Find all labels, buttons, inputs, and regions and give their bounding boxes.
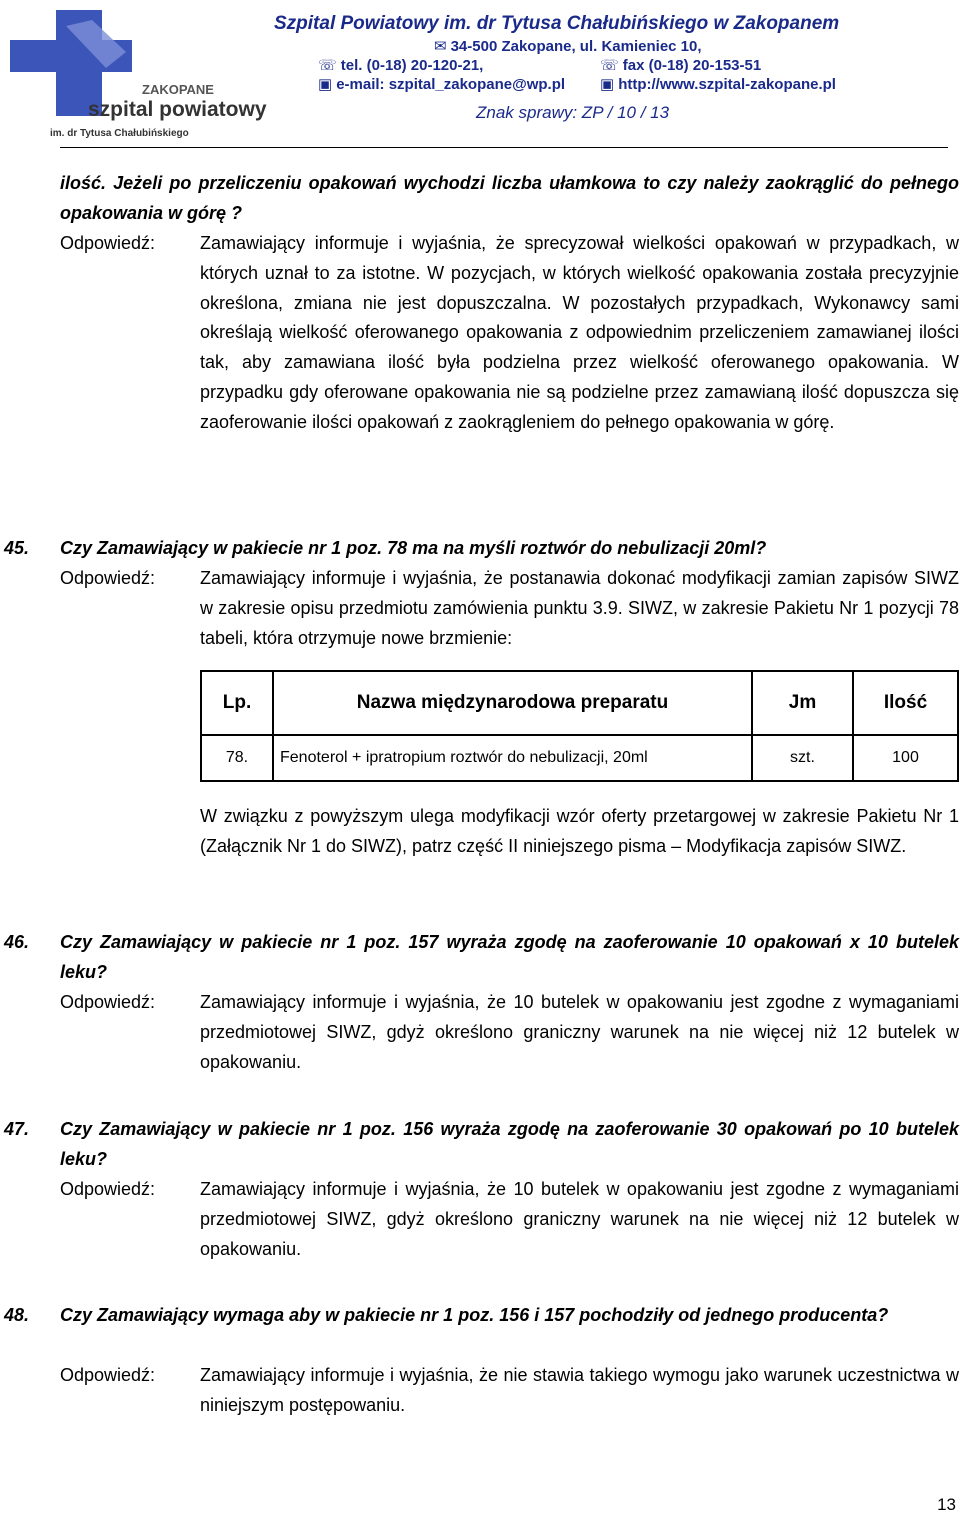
computer-icon: ▣ (318, 76, 333, 93)
phone-icon: ☏ (318, 57, 337, 74)
www-link[interactable]: http://www.szpital-zakopane.pl (618, 76, 836, 93)
question-number: 47. (4, 1119, 30, 1139)
email-text[interactable]: e-mail: szpital_zakopane@wp.pl (336, 76, 566, 93)
computer-icon: ▣ (600, 76, 615, 93)
header-unit: Jm (752, 671, 853, 735)
answer-label: Odpowiedź: (60, 1365, 156, 1385)
answer-label: Odpowiedź: (60, 233, 156, 253)
modification-table (200, 670, 959, 782)
answer-label: Odpowiedź: (60, 568, 156, 588)
modification-note: W związku z powyższym ulega modyfikacji wzór oferty przetargowej w zakresie Pakietu Nr 1 (Załącznik Nr 1 do SIWZ), patrz część II niniejszego pisma – Modyfikacja zapisów SIWZ. (200, 806, 959, 856)
question-text: Czy Zamawiający w pakiecie nr 1 poz. 156 wyraża zgodę na zaoferowanie 30 opakowań po 10 butelek leku? (60, 1119, 959, 1169)
hospital-name: Szpital Powiatowy im. dr Tytusa Chałubińskiego w Zakopanem (274, 13, 840, 34)
cell-unit: szt. (752, 735, 853, 781)
fax-text: fax (0-18) 20-153-51 (622, 57, 762, 74)
fax-icon: ☏ (600, 57, 619, 74)
question-text: Czy Zamawiający w pakiecie nr 1 poz. 157 wyraża zgodę na zaoferowanie 10 opakowań x 10 butelek leku? (60, 932, 959, 982)
logo-text-sub: im. dr Tytusa Chałubińskiego (50, 128, 189, 139)
answer-text: Zamawiający informuje i wyjaśnia, że 10 butelek w opakowaniu jest zgodne z wymaganiami przedmiotowej SIWZ, gdyż określono graniczny warunek na nie więcej niż 12 butelek w opakowaniu. (200, 992, 959, 1072)
logo-cross-icon (6, 6, 267, 140)
tel-line (318, 56, 483, 74)
answer-text: Zamawiający informuje i wyjaśnia, że sprecyzował wielkości opakowań w przypadkach, w których uznał to za istotne. W pozycjach, w których wielkość opakowania została precyzyjnie określona, zmiana nie jest dopuszczalna. W pozostałych przypadkach, Wykonawcy sami określają wielkość oferowanego opakowania z odpowiednim przeliczeniem zamawianej ilości tak, aby zamawiana ilość była podzielna przez wielkość oferowanego opakowania. W przypadku gdy oferowane opakowania nie są podzielne przez zamawianą ilość dopuszcza się zaoferowanie ilości opakowań z zaokrągleniem do pełnego opakowania w górę. (200, 233, 959, 432)
header-lp: Lp. (201, 671, 273, 735)
question-text: Czy Zamawiający wymaga aby w pakiecie nr 1 poz. 156 i 157 pochodziły od jednego producenta? (60, 1305, 889, 1325)
question-tail: ilość. Jeżeli po przeliczeniu opakowań wychodzi liczba ułamkowa to czy należy zaokrąglić do pełnego opakowania w górę ? (60, 173, 959, 223)
address-text: 34-500 Zakopane, ul. Kamieniec 10, (450, 38, 702, 55)
fax-line (600, 56, 761, 74)
header-name: Nazwa międzynarodowa preparatu (273, 671, 752, 735)
tel-text: tel. (0-18) 20-120-21, (340, 57, 484, 74)
table-row (201, 735, 958, 781)
header-divider (60, 147, 948, 148)
www-line (600, 75, 836, 93)
table-header-row (201, 671, 958, 735)
question-text: Czy Zamawiający w pakiecie nr 1 poz. 78 ma na myśli roztwór do nebulizacji 20ml? (60, 538, 767, 558)
case-number: Znak sprawy: ZP / 10 / 13 (476, 103, 670, 122)
answer-label: Odpowiedź: (60, 992, 156, 1012)
logo-text-main: szpital powiatowy (88, 98, 267, 121)
answer-text: Zamawiający informuje i wyjaśnia, że nie stawia takiego wymogu jako warunek uczestnictwa w niniejszym postępowaniu. (200, 1365, 959, 1415)
cell-quantity: 100 (853, 735, 958, 781)
hospital-logo (6, 6, 267, 140)
answer-label: Odpowiedź: (60, 1179, 156, 1199)
address-line (434, 37, 702, 55)
logo-text-top: ZAKOPANE (142, 82, 214, 97)
cell-name: Fenoterol + ipratropium roztwór do nebulizacji, 20ml (273, 735, 752, 781)
cell-lp: 78. (201, 735, 273, 781)
page-number: 13 (937, 1495, 956, 1514)
question-number: 48. (4, 1305, 30, 1325)
answer-text: Zamawiający informuje i wyjaśnia, że 10 butelek w opakowaniu jest zgodne z wymaganiami przedmiotowej SIWZ, gdyż określono graniczny warunek na nie więcej niż 12 butelek w opakowaniu. (200, 1179, 959, 1259)
question-number: 46. (4, 932, 30, 952)
answer-text: Zamawiający informuje i wyjaśnia, że postanawia dokonać modyfikacji zamian zapisów SIWZ w zakresie opisu przedmiotu zamówienia punktu 3.9. SIWZ, w zakresie Pakietu Nr 1 pozycji 78 tabeli, która otrzymuje nowe brzmienie: (200, 568, 959, 648)
envelope-icon: ✉ (434, 38, 447, 55)
email-line (318, 75, 565, 93)
header-quantity: Ilość (853, 671, 958, 735)
question-number: 45. (4, 538, 30, 558)
